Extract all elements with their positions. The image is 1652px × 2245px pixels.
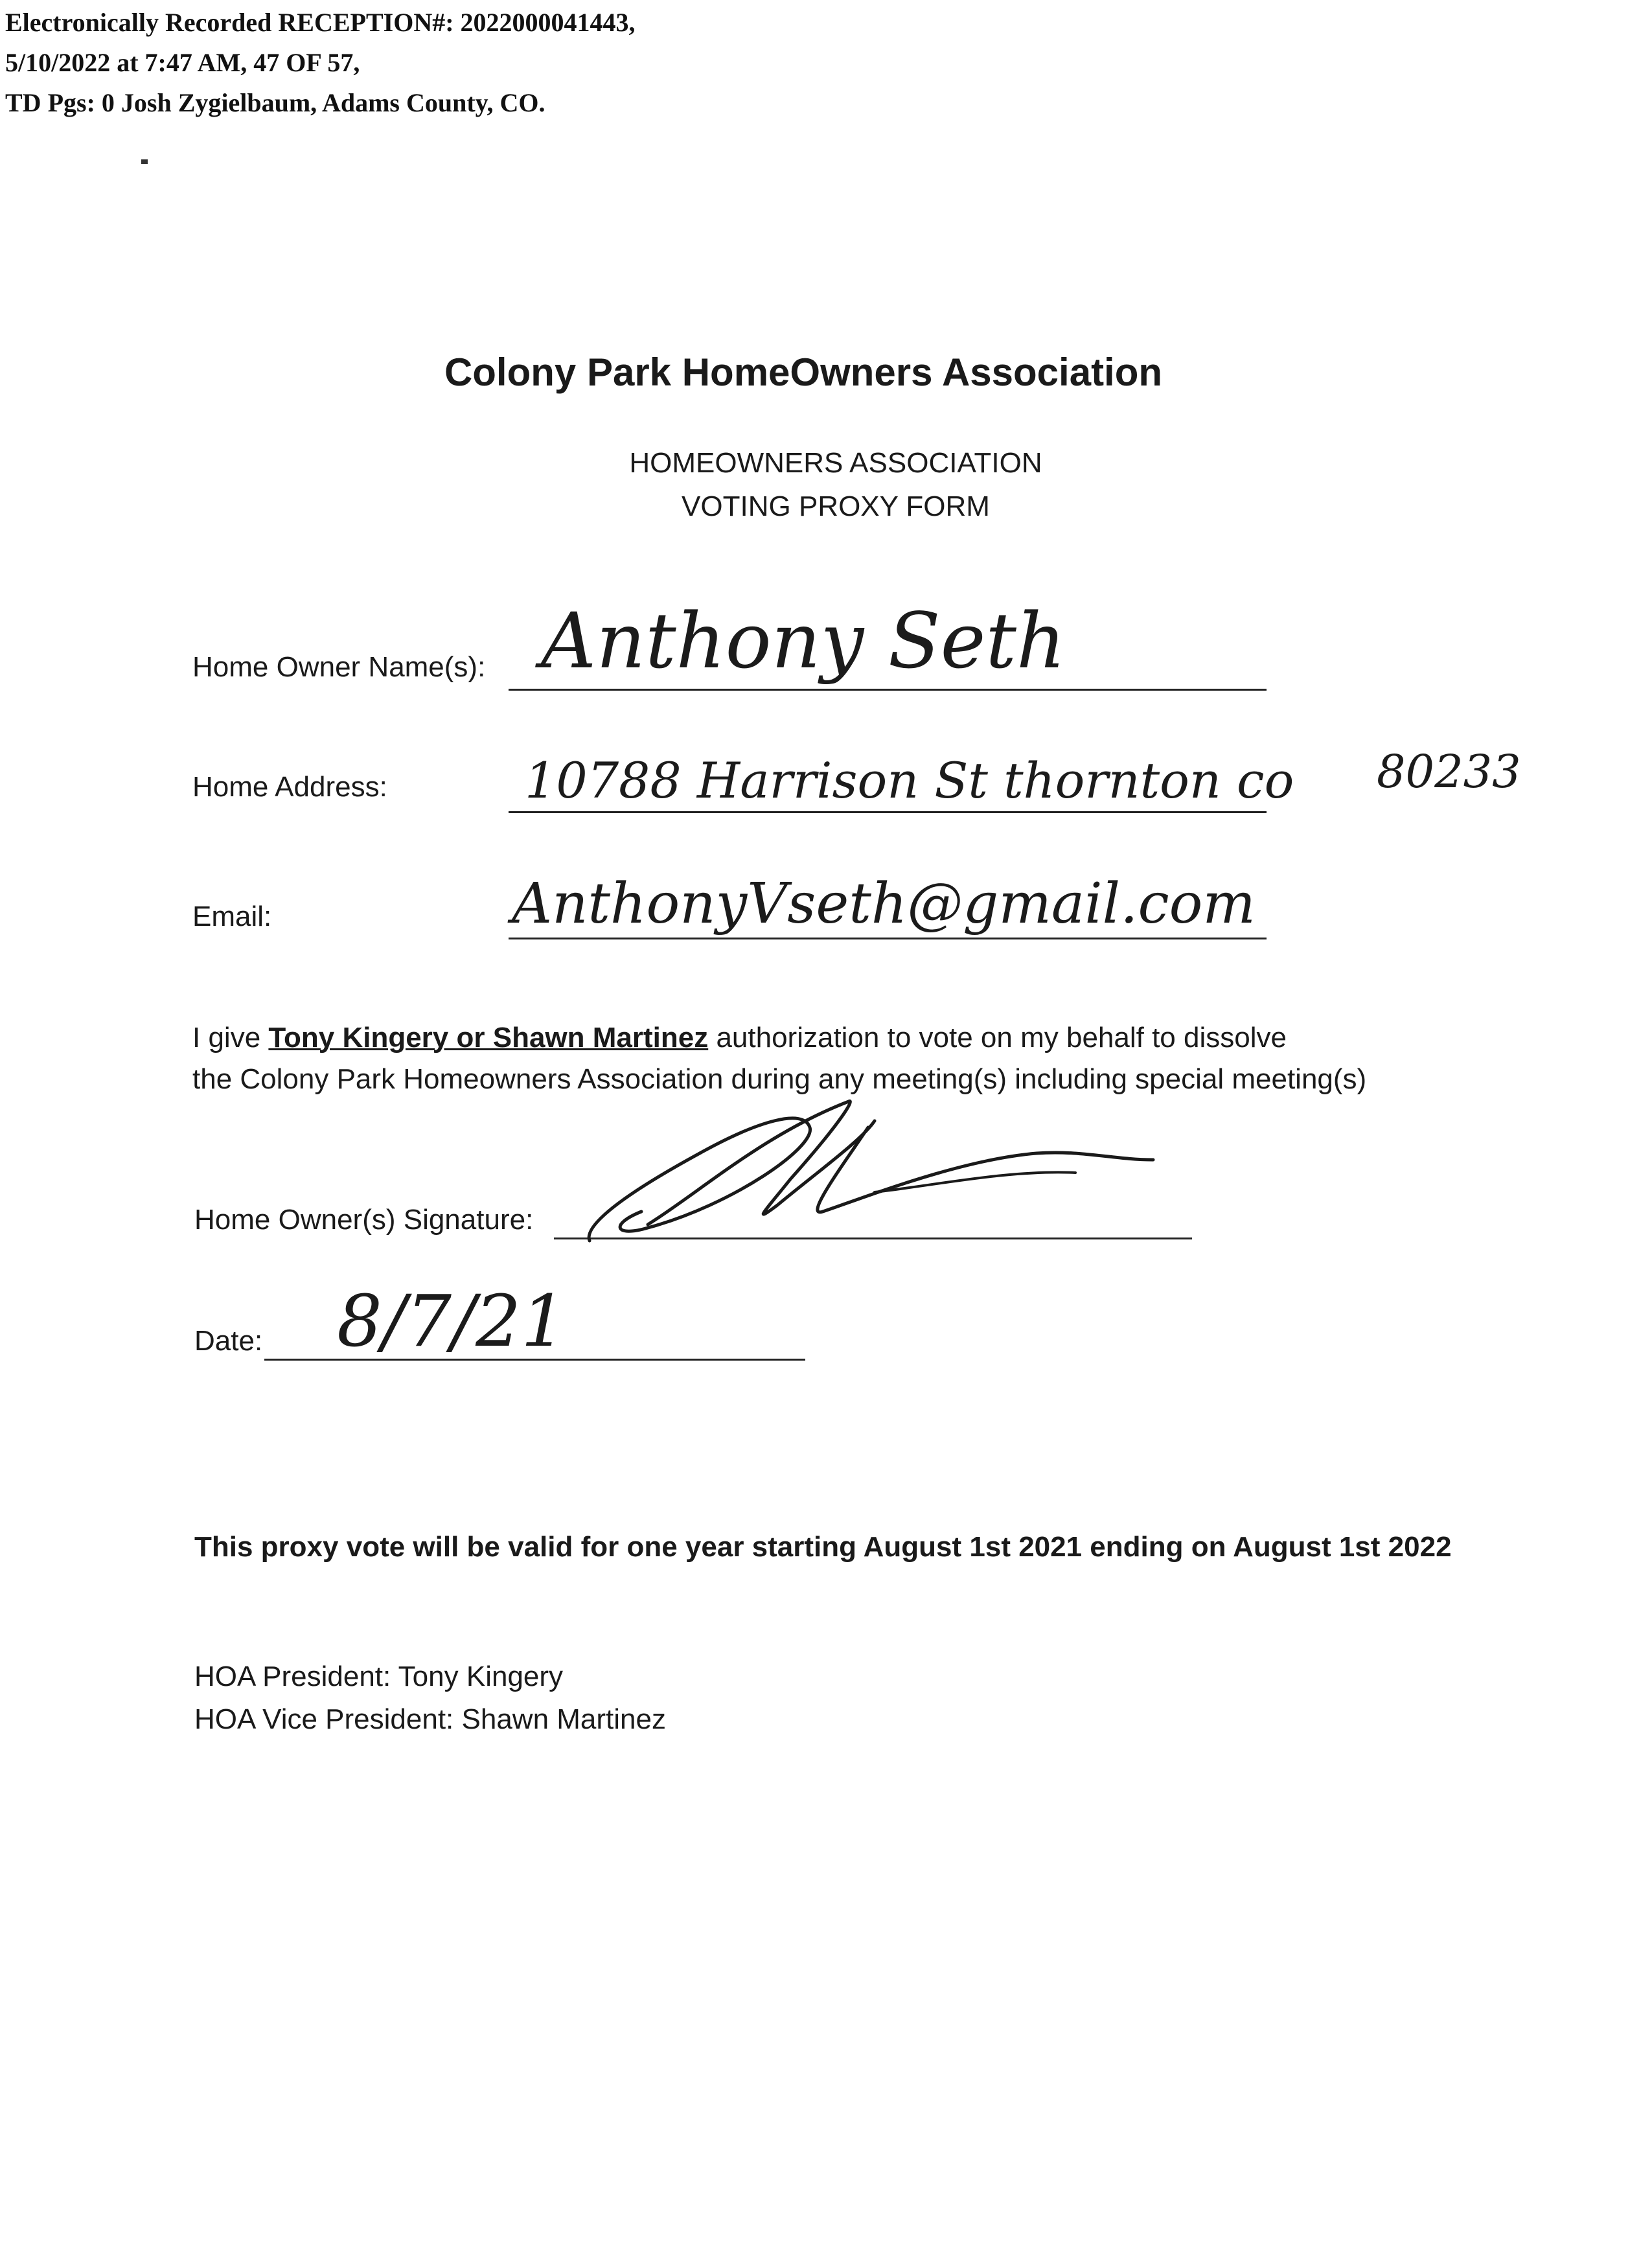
recording-stamp-line-1: Electronically Recorded RECEPTION#: 2022000041443, (5, 8, 636, 37)
hoa-president: HOA President: Tony Kingery (194, 1661, 564, 1692)
address-value: 10788 Harrison St thornton co (525, 752, 1294, 809)
authorization-text (192, 1017, 1366, 1100)
owner-name-value: Anthony Seth (541, 596, 1066, 685)
address-line (509, 811, 1267, 813)
authorization-line-2: the Colony Park Homeowners Association during any meeting(s) including special meeting(s) (192, 1063, 1367, 1095)
form-title: Colony Park HomeOwners Association (444, 351, 1163, 394)
signature-label: Home Owner(s) Signature: (194, 1204, 534, 1236)
email-value: AnthonyVseth@gmail.com (512, 871, 1256, 936)
authorization-line-1 (192, 1017, 1366, 1059)
validity-statement: This proxy vote will be valid for one year starting August 1st 2021 ending on August 1st 2022 (194, 1531, 1452, 1563)
authorization-suffix: authorization to vote on my behalf to dissolve (708, 1022, 1287, 1053)
email-label: Email: (192, 901, 272, 932)
owner-name-label: Home Owner Name(s): (192, 651, 486, 683)
proxy-names: Tony Kingery or Shawn Martinez (268, 1022, 709, 1053)
address-zip: 80233 (1377, 745, 1521, 798)
handwritten-signature (570, 1095, 1179, 1263)
address-label: Home Address: (192, 771, 387, 803)
owner-name-line (509, 689, 1267, 691)
form-subtitle-line-1: HOMEOWNERS ASSOCIATION (629, 447, 1042, 479)
email-line (509, 938, 1267, 939)
recording-stamp-line-2: 5/10/2022 at 7:47 AM, 47 OF 57, (5, 48, 360, 77)
date-label: Date: (194, 1325, 263, 1357)
officers (194, 1655, 666, 1741)
authorization-prefix: I give (192, 1022, 269, 1053)
recording-stamp-line-3: TD Pgs: 0 Josh Zygielbaum, Adams County, CO. (5, 88, 545, 117)
hoa-vice-president: HOA Vice President: Shawn Martinez (194, 1703, 666, 1735)
date-value: 8/7/21 (337, 1280, 567, 1363)
form-subtitle-line-2: VOTING PROXY FORM (682, 490, 990, 522)
recording-stamp (5, 3, 636, 123)
scan-speck (141, 159, 148, 164)
